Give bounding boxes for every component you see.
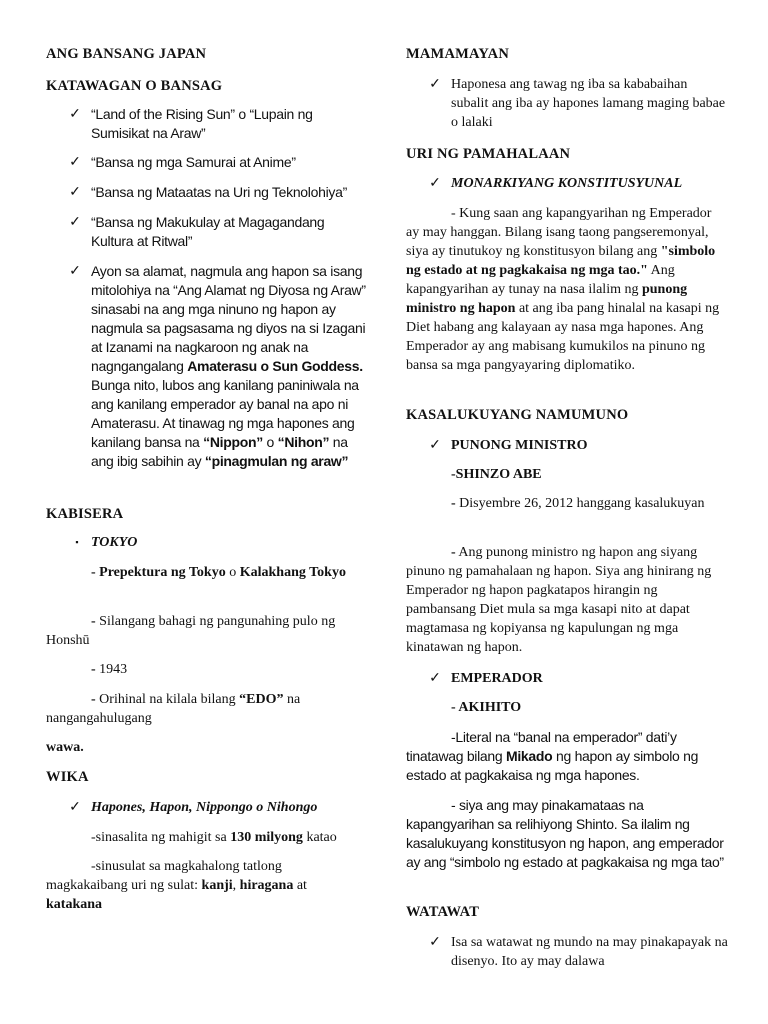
check-icon: ✓ bbox=[429, 176, 441, 191]
emperador-paragraph-1: -Literal na “banal na emperador” dati’y tinatawag bilang Mikado ng hapon ay simbolo ng estado at pagkakaisa ng mga hapones. bbox=[406, 729, 699, 783]
emperador-item bbox=[406, 669, 728, 688]
pm-name: -SHINZO ABE bbox=[451, 467, 542, 482]
edo-meaning: wawa. bbox=[46, 740, 84, 755]
watawat-item bbox=[406, 933, 728, 971]
kabisera-heading: KABISERA bbox=[46, 506, 124, 522]
nihon-bold: “Nihon” bbox=[277, 434, 330, 450]
pamahalaan-heading: URI NG PAMAHALAAN bbox=[406, 146, 571, 162]
pm-date-line: - Disyembre 26, 2012 hanggang kasalukuyan bbox=[451, 496, 705, 511]
emperador-name: - AKIHITO bbox=[451, 700, 522, 715]
wika-heading: WIKA bbox=[46, 769, 89, 785]
amaterasu-bold: Amaterasu o Sun Goddess. bbox=[187, 358, 363, 374]
year-line: - 1943 bbox=[91, 662, 128, 677]
check-icon: ✓ bbox=[429, 671, 441, 686]
katawagan-item-text: “Land of the Rising Sun” o “Lupain ng Sumisikat na Araw” bbox=[91, 106, 313, 141]
document-title: ANG BANSANG JAPAN bbox=[46, 46, 207, 62]
pamahalaan-item-text: MONARKIYANG KONSTITUSYUNAL bbox=[451, 176, 683, 191]
mamamayan-heading: MAMAMAYAN bbox=[406, 46, 510, 62]
katawagan-item-text: “Bansa ng mga Samurai at Anime” bbox=[91, 154, 296, 170]
katawagan-item bbox=[46, 105, 366, 143]
pm-item bbox=[406, 436, 728, 455]
mamamayan-item-text: Haponesa ang tawag ng iba sa kababaihan subalit ang iba ay hapones lamang maging babae o lalaki bbox=[451, 77, 726, 130]
check-icon: ✓ bbox=[429, 935, 441, 950]
edo-line: - Orihinal na kilala bilang “EDO” na nangangahulugang bbox=[46, 692, 301, 726]
check-icon: ✓ bbox=[69, 107, 81, 122]
katawagan-item-text: “Bansa ng Makukulay at Magagandang Kultura at Ritwal” bbox=[91, 214, 325, 249]
mamamayan-item bbox=[406, 75, 728, 132]
katawagan-item-text: “Bansa ng Mataatas na Uri ng Teknolohiya” bbox=[91, 184, 347, 200]
check-icon: ✓ bbox=[69, 215, 81, 230]
pinagmulan-bold: “pinagmulan ng araw” bbox=[204, 453, 349, 469]
square-bullet-icon: ▪ bbox=[75, 537, 79, 547]
kabisera-city: TOKYO bbox=[91, 535, 138, 550]
pm-item-text: PUNONG MINISTRO bbox=[451, 438, 588, 453]
katawagan-item bbox=[46, 213, 366, 251]
prefecture-line: - Prepektura ng Tokyo o Kalakhang Tokyo bbox=[91, 565, 346, 580]
wika-item-text: Hapones, Hapon, Nippongo o Nihongo bbox=[91, 800, 318, 815]
location-line: - Silangang bahagi ng pangunahing pulo ng Honshū bbox=[46, 614, 336, 648]
katawagan-heading: KATAWAGAN O BANSAG bbox=[46, 78, 223, 94]
watawat-heading: WATAWAT bbox=[406, 904, 480, 920]
nippon-bold: “Nippon” bbox=[203, 434, 263, 450]
wika-item bbox=[46, 798, 366, 817]
check-icon: ✓ bbox=[69, 800, 81, 815]
namumuno-heading: KASALUKUYANG NAMUMUNO bbox=[406, 407, 629, 423]
check-icon: ✓ bbox=[69, 264, 81, 279]
kabisera-city-item bbox=[46, 533, 366, 552]
watawat-item-text: Isa sa watawat ng mundo na may pinakapayak na disenyo. Ito ay may dalawa bbox=[451, 935, 728, 969]
check-icon: ✓ bbox=[429, 77, 441, 92]
alamat-paragraph: Ayon sa alamat, nagmula ang hapon sa isang mitolohiya na “Ang Alamat ng Diyosa ng Araw” sinasabi na ang mga ninuno ng hapon ay nagmula sa pagsasama ng diyos na si Izagani at Izanami na nagkaroon ng anak na nagngangalang Amaterasu o Sun Goddess. Bunga nito, lubos ang kanilang paniniwala na ang kanilang emperador ay banal na apo ni Amaterasu. At tinawag ng mga hapones ang kanilang bansa na “Nippon” o “Nihon” na ang ibig sabihin ay “pinagmulan ng araw” bbox=[91, 263, 366, 469]
pamahalaan-paragraph: - Kung saan ang kapangyarihan ng Emperador ay may hanggan. Bilang isang taong pangseremonyal, siya ay tinutukoy ng konstitusyon bilang ang "simbolo ng estado at ng pagkakaisa ng mga tao." Ang kapangyarihan ay tunay na nasa ilalim ng punong ministro ng hapon at ang iba pang hinalal na kasapi ng Diet habang ang kalayaan ay nasa mga hapones. Ang Emperador ay ang mabisang kumukilos na pinuno ng bansa sa mga pangyayaring diplomatiko. bbox=[406, 206, 720, 373]
emperador-paragraph-2: - siya ang may pinakamataas na kapangyarihan sa relihiyong Shinto. Sa ilalim ng kasalukuyang konstitusyon ng hapon, ang emperador ay ang “simbolo ng estado at pagkakaisa ng mga tao” bbox=[406, 797, 724, 870]
check-icon: ✓ bbox=[429, 438, 441, 453]
wika-written-paragraph: -sinusulat sa magkahalong tatlong magkakaibang uri ng sulat: kanji, hiragana at katakana bbox=[46, 859, 307, 912]
alamat-item bbox=[46, 262, 366, 471]
katawagan-item bbox=[46, 153, 366, 172]
pm-description: - Ang punong ministro ng hapon ang siyang pinuno ng pamahalaan ng hapon. Siya ang hinirang ng Emperador ng hapon pagkatapos hirangin ng pambansang Diet mula sa mga kasapi nito at dapat magtamasa ng kopiyansa ng kapulungan ng mga kinatawan ng hapon. bbox=[406, 545, 712, 655]
katawagan-item bbox=[46, 183, 366, 202]
wika-spoken-line: -sinasalita ng mahigit sa 130 milyong katao bbox=[91, 830, 337, 845]
check-icon: ✓ bbox=[69, 155, 81, 170]
pamahalaan-item bbox=[406, 174, 728, 193]
check-icon: ✓ bbox=[69, 185, 81, 200]
emperador-item-text: EMPERADOR bbox=[451, 671, 543, 686]
